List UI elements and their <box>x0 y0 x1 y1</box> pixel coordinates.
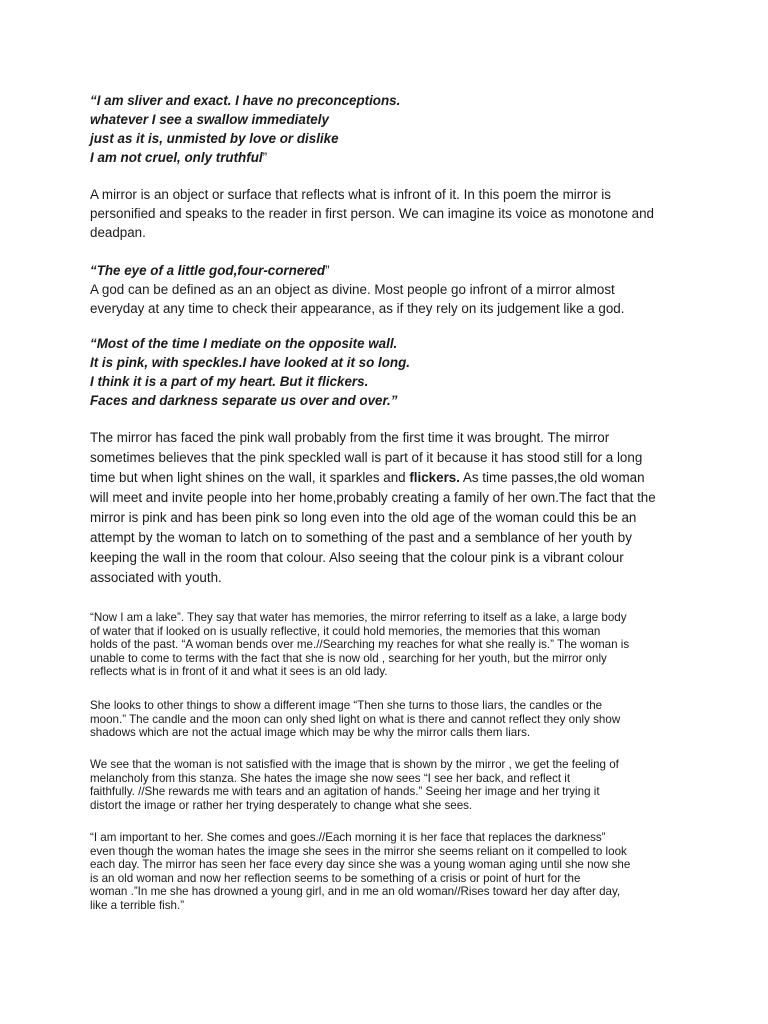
text-line: of water that if looked on is usually reflective, it could hold memories, the memories that this woman <box>90 624 601 638</box>
emphasis-flickers: flickers. <box>409 470 460 485</box>
poem-quote-1 <box>90 91 690 167</box>
text-line: shadows which are not the actual image which may be why the mirror calls them liars. <box>90 726 531 740</box>
text-line: is an old woman and now her reflection seems to be something of a crisis or point of hurt for the <box>90 871 581 885</box>
text-line: personified and speaks to the reader in first person. We can imagine its voice as monotone and <box>90 206 654 221</box>
text-line: “I am sliver and exact. I have no preconceptions. <box>90 93 401 108</box>
text-line: I think it is a part of my heart. But it flickers. <box>90 374 369 389</box>
text-line: keeping the wall in the room that colour. Also seeing that the colour pink is a vibrant colour <box>90 550 624 565</box>
text-line: will meet and invite people into her home,probably creating a family of her own.The fact that the <box>90 490 656 505</box>
paragraph-terrible-fish <box>90 831 690 913</box>
text-line: melancholy from this stanza. She hates the image she now sees “I see her back, and reflect it <box>90 771 571 785</box>
text-line: just as it is, unmisted by love or dislike <box>90 131 339 146</box>
text-line: “I am important to her. She comes and goes.//Each morning it is her face that replaces the darkness” <box>90 831 606 844</box>
text-line: unable to come to terms with the fact that she is now old , searching for her youth, but the mirror only <box>90 651 607 665</box>
text-line: sometimes believes that the pink speckled wall is part of it because it has stood still for a long <box>90 450 643 465</box>
text-line: A mirror is an object or surface that reflects what is infront of it. In this poem the mirror is <box>90 187 611 202</box>
text-line: faithfully. //She rewards me with tears and an agitation of hands.” Seeing her image and her trying it <box>90 785 600 799</box>
text-line: The mirror has faced the pink wall probably from the first time it was brought. The mirror <box>90 430 610 445</box>
text-line: each day. The mirror has seen her face every day since she was a young woman aging until she now she <box>90 858 631 872</box>
text-line: She looks to other things to show a different image “Then she turns to those liars, the candles or the <box>90 699 603 712</box>
text-line: even though the woman hates the image she sees in the mirror she seems reliant on it compelled to look <box>90 844 627 858</box>
paragraph-liars <box>90 699 690 740</box>
text-line: It is pink, with speckles.I have looked at it so long. <box>90 355 410 370</box>
paragraph-melancholy <box>90 758 690 812</box>
text-line: We see that the woman is not satisfied with the image that is shown by the mirror , we get the feeling of <box>90 758 619 771</box>
paragraph-mirror-definition <box>90 185 690 242</box>
text-line: whatever I see a swallow immediately <box>90 112 329 127</box>
paragraph-little-god <box>90 261 690 318</box>
text-line: woman .”In me she has drowned a young girl, and in me an old woman//Rises toward her day after day, <box>90 885 621 899</box>
text-line: distort the image or rather her trying desperately to change what she sees. <box>90 798 473 812</box>
text-line: “Now I am a lake”. They say that water has memories, the mirror referring to itself as a lake, a large body <box>90 611 627 624</box>
text-line: mirror is pink and has been pink so long even into the old age of the woman could this be an <box>90 510 637 525</box>
text-line: time but when light shines on the wall, it sparkles and flickers. As time passes,the old woman <box>90 470 645 485</box>
text-line: deadpan. <box>90 225 146 240</box>
text-line: like a terrible fish.” <box>90 898 185 912</box>
poem-quote-3 <box>90 334 690 410</box>
poem-quote-2: “The eye of a little god,four-cornered” <box>90 263 330 278</box>
text-line: I am not cruel, only truthful” <box>90 150 268 165</box>
text-line: everyday at any time to check their appearance, as if they rely on its judgement like a god. <box>90 301 625 316</box>
paragraph-pink-wall <box>90 428 690 588</box>
text-line: Faces and darkness separate us over and over.” <box>90 393 398 408</box>
text-line: A god can be defined as an an object as divine. Most people go infront of a mirror almost <box>90 282 615 297</box>
text-line: moon.” The candle and the moon can only shed light on what is there and cannot reflect they only show <box>90 712 621 726</box>
paragraph-lake <box>90 611 690 679</box>
text-line: reflects what is in front of it and what it sees is an old lady. <box>90 665 388 679</box>
text-line: attempt by the woman to latch on to something of the past and a semblance of her youth by <box>90 530 632 545</box>
text-line: “Most of the time I mediate on the opposite wall. <box>90 336 398 351</box>
text-line: holds of the past. “A woman bends over me.//Searching my reaches for what she really is.” The woman is <box>90 638 630 652</box>
text-line: associated with youth. <box>90 570 222 585</box>
